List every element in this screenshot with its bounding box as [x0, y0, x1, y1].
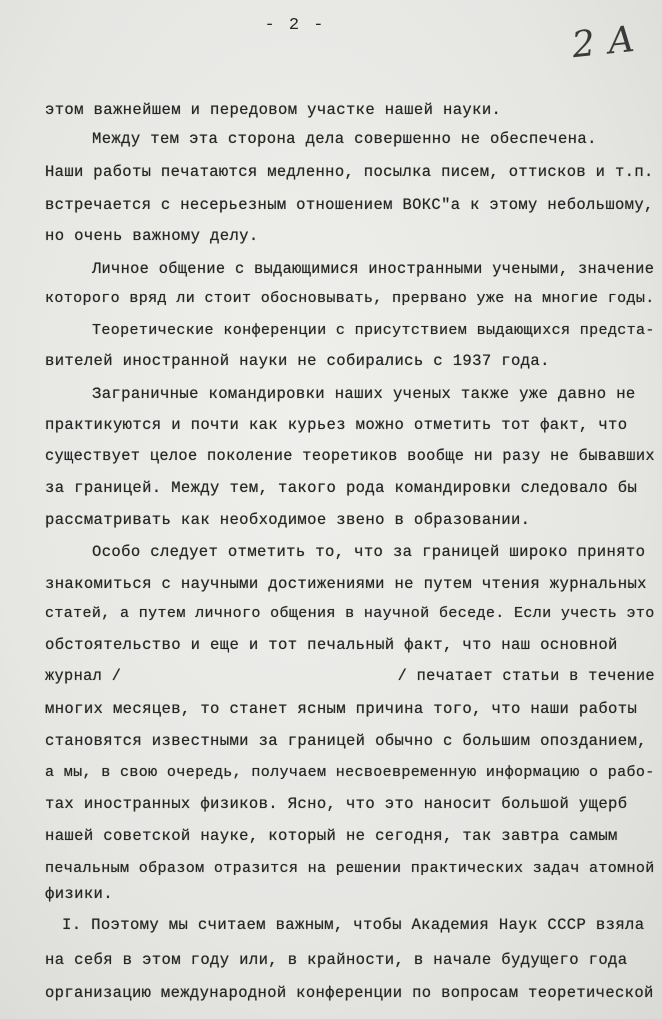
text-line: Между тем эта сторона дела совершенно не обеспечена.: [92, 130, 597, 148]
text-line: рассматривать как необходимое звено в образовании.: [45, 511, 531, 529]
text-line: встречается с несерьезным отношением ВОКС"а к этому небольшому,: [45, 196, 654, 214]
text-line: за границей. Между тем, такого рода командировки следовало бы: [45, 479, 638, 497]
text-line: но очень важному делу.: [45, 227, 259, 245]
text-line: Наши работы печатаются медленно, посылка писем, оттисков и т.п.: [45, 163, 654, 181]
text-line: статей, а путем личного общения в научной беседе. Если учесть это: [45, 604, 655, 622]
text-line: физики.: [45, 885, 113, 903]
text-line: журнал / / печатает статьи в течение: [45, 667, 655, 685]
text-line: а мы, в свою очередь, получаем несвоевременную информацию о рабо-: [45, 763, 655, 781]
text-line: практикуются и почти как курьез можно отметить тот факт, что: [45, 416, 628, 434]
text-line: многих месяцев, то станет ясным причина того, что наши работы: [45, 700, 638, 718]
text-line: становятся известными за границей обычно с большим опозданием,: [45, 732, 647, 750]
text-line: Теоретические конференции с присутствием выдающихся предста-: [92, 321, 655, 339]
text-line: обстоятельство и еще и тот печальный факт, что наш основной: [45, 636, 618, 654]
text-line: печальным образом отразится на решении практических задач атомной: [45, 859, 655, 877]
text-line: на себя в этом году или, в крайности, в начале будущего года: [45, 951, 628, 969]
text-line: Особо следует отметить то, что за границей широко принято: [92, 543, 646, 561]
text-line: знакомиться с научными достижениями не путем чтения журнальных: [45, 575, 647, 593]
page-number: - 2 -: [264, 16, 326, 35]
text-line: существует целое поколение теоретиков вообще ни разу не бывавших: [45, 447, 655, 465]
text-line: нашей советской науке, который не сегодня, так завтра самым: [45, 827, 618, 845]
text-line: этом важнейшем и передовом участке нашей науки.: [45, 101, 502, 119]
text-line: Личное общение с выдающимися иностранными учеными, значение: [92, 260, 655, 278]
text-line: организацию международной конференции по вопросам теоретической: [45, 984, 654, 1002]
text-line: I. Поэтому мы считаем важным, чтобы Академия Наук СССР взяла: [62, 916, 645, 934]
handwritten-page-mark: 2 A: [570, 18, 638, 67]
text-line: вителей иностранной науки не собирались с 1937 года.: [45, 352, 550, 370]
text-line: которого вряд ли стоит обосновывать, прервано уже на многие годы.: [45, 289, 655, 307]
text-line: тах иностранных физиков. Ясно, что это наносит большой ущерб: [45, 795, 628, 813]
text-line: Заграничные командировки наших ученых также уже давно не: [92, 385, 636, 403]
